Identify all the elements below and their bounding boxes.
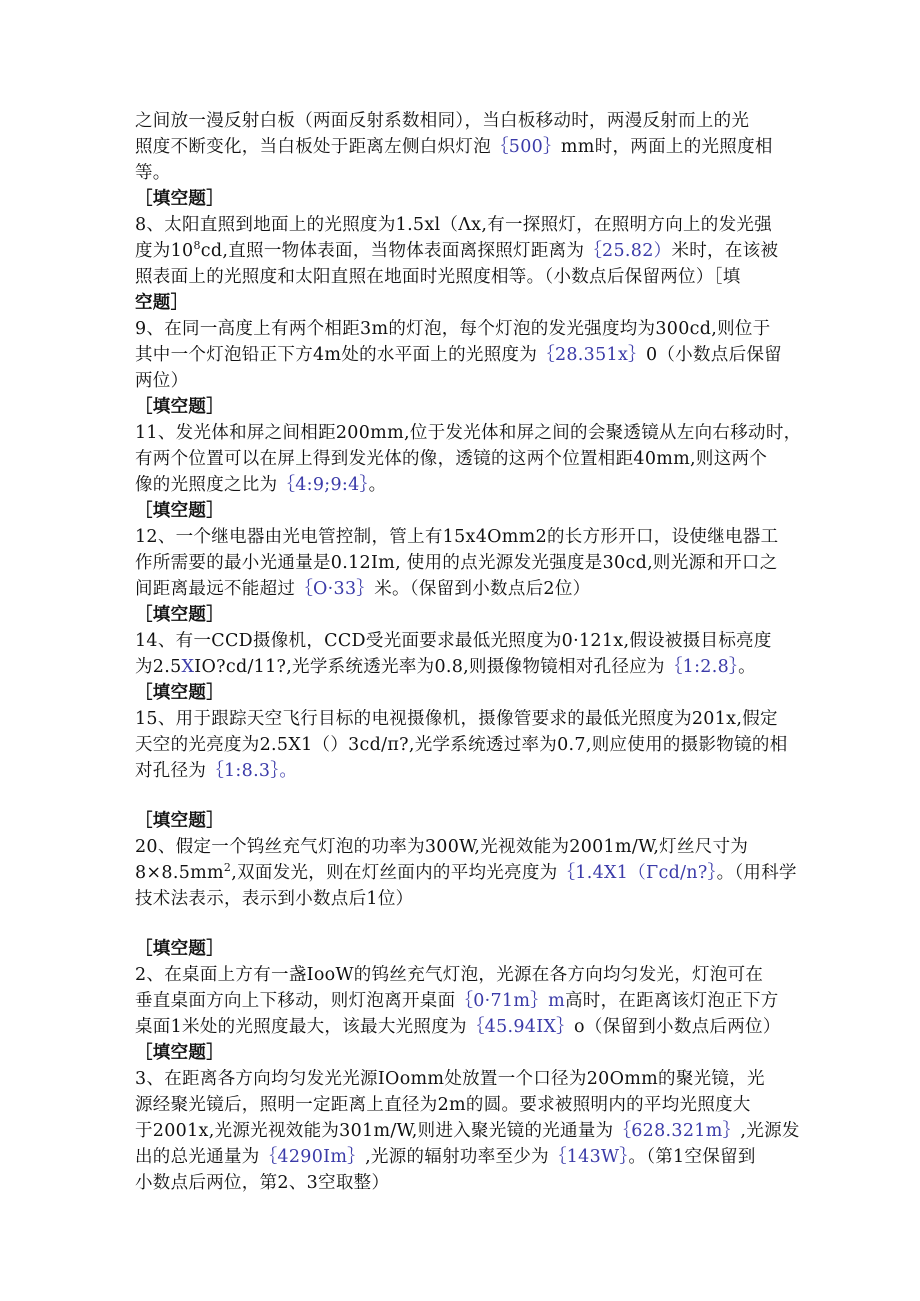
spacer [135, 912, 790, 936]
question-type-tag: ［填空题］ [135, 683, 224, 703]
answer-blank: ｛25.82） [584, 241, 672, 261]
question-type-tag: ［填空题］ [135, 605, 224, 625]
text-segment: 。（用科学 [716, 863, 797, 883]
text-line: 空题］ [135, 293, 189, 313]
spacer [135, 784, 790, 808]
text-line [135, 1144, 790, 1170]
text-line [135, 238, 790, 264]
text-segment: 间距离最远不能超过 [135, 579, 296, 599]
text-line: 等。 [135, 163, 171, 183]
text-line: 天空的光亮度为2.5X1（）3cd/π?,光学系统透过率为0.7,则应使用的摄影物镜的相 [135, 735, 788, 755]
text-segment: 0（小数点后保留 [645, 345, 782, 365]
text-segment: 高时，在距离该灯泡正下方 [564, 991, 779, 1011]
text-line: 3、在距离各方向均匀发光光源IOomm处放置一个口径为20Omm的聚光镜，光 [135, 1069, 765, 1089]
text-segment: 对孔径为 [135, 761, 207, 781]
question-type-tag: ［填空题］ [135, 811, 224, 831]
text-segment: ,双面发光，则在灯丝面内的平均光亮度为 [231, 863, 558, 883]
question-2 [135, 962, 790, 1040]
text-segment: o（保留到小数点后两位） [574, 1017, 781, 1037]
answer-blank: ｛628.321m｝ [613, 1121, 741, 1141]
text-line: 12、一个继电器由光电管控制，管上有15x4Omm2的长方形开口，设使继电器工 [135, 527, 779, 547]
text-line [135, 1118, 800, 1144]
text-line [135, 654, 790, 680]
text-segment: 。（第1空保留到 [628, 1147, 756, 1167]
text-line: 20、假定一个钨丝充气灯泡的功率为300W,光视效能为2001m/W,灯丝尺寸为 [135, 837, 749, 857]
text-segment: 于2001x,光源光视效能为301m/W,则进入聚光镜的光通量为 [135, 1121, 614, 1141]
text-segment: 。 [738, 657, 756, 677]
answer-blank: ｛1.4X1（Γcd/n?｝ [557, 863, 717, 883]
answer-blank: ｛4:9;9:4｝ [277, 475, 369, 495]
question-type-tag: ［填空题］ [135, 189, 224, 209]
text-segment: 。 [368, 475, 387, 495]
text-segment: 为2.5 [135, 657, 182, 677]
text-line [135, 134, 790, 160]
text-line: 有两个位置可以在屏上得到发光体的像，透镜的这两个位置相距40mm,则这两个 [135, 449, 768, 469]
question-intro [135, 108, 790, 186]
text-line: 技术法表示，表示到小数点后1位） [135, 889, 414, 909]
text-segment: 像的光照度之比为 [135, 475, 278, 495]
question-3 [135, 1066, 800, 1196]
text-segment: 垂直桌面方向上下移动，则灯泡离开桌面 [135, 991, 456, 1011]
text-segment: 出的总光通量为 [135, 1147, 260, 1167]
question-8 [135, 212, 790, 316]
text-line: 2、在桌面上方有一盏IooW的钨丝充气灯泡，光源在各方向均匀发光，灯泡可在 [135, 965, 764, 985]
text-segment: 米时，在该被 [671, 241, 779, 261]
text-segment: mm时，两面上的光照度相 [560, 137, 773, 157]
question-9 [135, 316, 790, 394]
answer-blank: ｛1:8.3｝。 [206, 761, 298, 781]
text-line: 8、太阳直照到地面上的光照度为1.5xl（Λx,有一探照灯，在照明方向上的发光强 [135, 215, 772, 235]
question-type-tag: ［填空题］ [135, 397, 224, 417]
text-segment: 米。（保留到小数点后2位） [374, 579, 591, 599]
text-line: 照表面上的光照度和太阳直照在地面时光照度相等。（小数点后保留两位）［填 [135, 267, 741, 287]
text-segment: cd,直照一物体表面，当物体表面离探照灯距离为 [200, 241, 585, 261]
text-line: 之间放一漫反射白板（两面反射系数相同），当白板移动时，两漫反射而上的光 [135, 111, 750, 131]
text-line [135, 472, 790, 498]
answer-blank: ｛O·33｝ [295, 579, 375, 599]
text-line [135, 988, 790, 1014]
question-11 [135, 420, 802, 498]
text-line [135, 758, 790, 784]
text-line [135, 1014, 790, 1040]
answer-blank: ｛0·71m｝m [455, 991, 565, 1011]
question-type-tag: ［填空题］ [135, 1043, 224, 1063]
text-segment: 照度不断变化，当白板处于距离左侧白炽灯泡 [135, 137, 491, 157]
text-segment: 度为10 [135, 241, 194, 261]
answer-blank: ｛143W｝ [548, 1147, 629, 1167]
text-line [135, 860, 797, 886]
text-line: 11、发光体和屏之间相距200mm,位于发光体和屏之间的会聚透镜从左向右移动时， [135, 423, 802, 443]
superscript: 2 [223, 861, 232, 875]
question-type-tag: ［填空题］ [135, 501, 224, 521]
superscript: 8 [193, 239, 201, 253]
answer-blank: ｛4290Im｝ [259, 1147, 366, 1167]
text-line: 两位） [135, 371, 189, 391]
text-line: 15、用于跟踪天空飞行目标的电视摄像机，摄像管要求的最低光照度为201x,假定 [135, 709, 778, 729]
text-segment: 桌面1米处的光照度最大，该最大光照度为 [135, 1017, 467, 1037]
text-line [135, 342, 790, 368]
text-line [135, 576, 790, 602]
text-segment: ,光源发 [740, 1121, 800, 1141]
answer-blank: ｛45.94IX｝ [466, 1017, 575, 1037]
text-segment: ,光源的辐射功率至少为 [365, 1147, 549, 1167]
question-14 [135, 628, 790, 680]
question-15 [135, 706, 790, 784]
question-20 [135, 834, 797, 912]
question-12 [135, 524, 790, 602]
text-segment: 其中一个灯泡铅正下方4m处的水平面上的光照度为 [135, 345, 538, 365]
text-segment: 8×8.5mm [135, 863, 224, 883]
text-line: 9、在同一高度上有两个相距3m的灯泡，每个灯泡的发光强度均为300cd,则位于 [135, 319, 771, 339]
text-line: 小数点后两位，第2、3空取整） [135, 1173, 390, 1193]
answer-blank: ｛1:2.8｝ [664, 657, 739, 677]
text-line: 作所需要的最小光通量是0.12Im, 使用的点光源发光强度是30cd,则光源和开口之 [135, 553, 778, 573]
answer-blank: ｛28.351x｝ [537, 345, 646, 365]
text-line: 源经聚光镜后，照明一定距离上直径为2m的圆。要求被照明内的平均光照度大 [135, 1095, 751, 1115]
answer-blank: ｛500｝ [491, 137, 561, 157]
text-segment: IO?cd/11?,光学系统透光率为0.8,则摄像物镜相对孔径应为 [194, 657, 665, 677]
question-type-tag: ［填空题］ [135, 939, 224, 959]
text-segment: X [181, 657, 195, 677]
document-page [135, 108, 802, 1196]
text-line: 14、有一CCD摄像机，CCD受光面要求最低光照度为0·121x,假设被摄目标亮度 [135, 631, 772, 651]
